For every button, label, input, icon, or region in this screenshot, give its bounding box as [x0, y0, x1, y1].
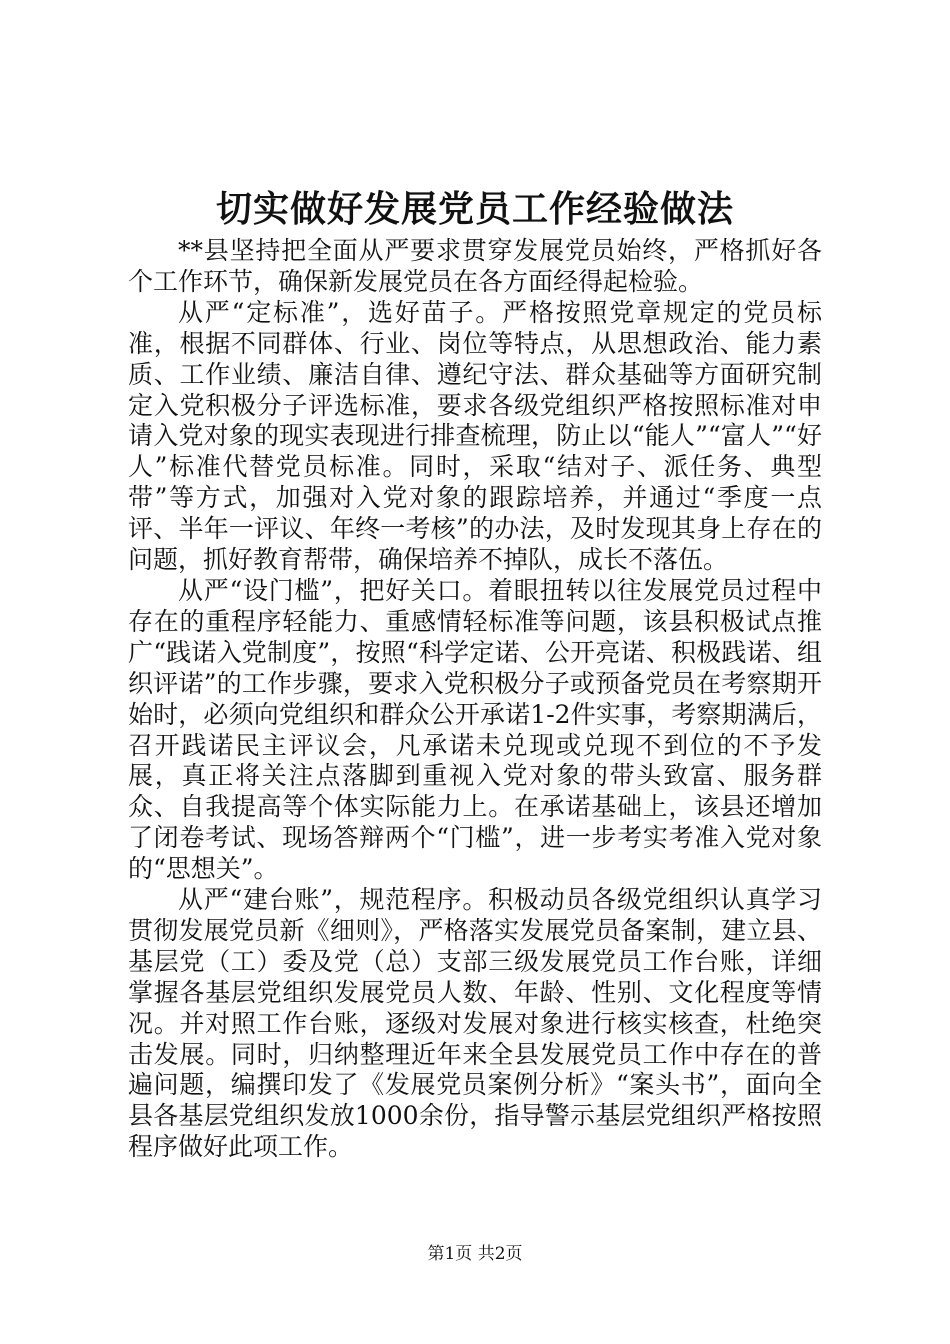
document-body: [128, 236, 822, 1163]
document-title: 切实做好发展党员工作经验做法: [215, 188, 734, 230]
paragraph-standards: 从严“定标准”，选好苗子。严格按照党章规定的党员标准，根据不同群体、行业、岗位等特点，从思想政治、能力素质、工作业绩、廉洁自律、遵纪守法、群众基础等方面研究制定入党积极分子评选标准，要求各级党组织严格按照标准对申请入党对象的现实表现进行排查梳理，防止以“能人”“富人”“好人”标准代替党员标准。同时，采取“结对子、派任务、典型带”等方式，加强对入党对象的跟踪培养，并通过“季度一点评、半年一评议、年终一考核”的办法，及时发现其身上存在的问题，抓好教育帮带，确保培养不掉队，成长不落伍。: [128, 297, 822, 575]
paragraph-threshold: 从严“设门槛”，把好关口。着眼扭转以往发展党员过程中存在的重程序轻能力、重感情轻标准等问题，该县积极试点推广“践诺入党制度”，按照“科学定诺、公开亮诺、积极践诺、组织评诺”的工作步骤，要求入党积极分子或预备党员在考察期开始时，必须向党组织和群众公开承诺1-2件实事，考察期满后，召开践诺民主评议会，凡承诺未兑现或兑现不到位的不予发展，真正将关注点落脚到重视入党对象的带头致富、服务群众、自我提高等个体实际能力上。在承诺基础上，该县还增加了闭卷考试、现场答辩两个“门槛”，进一步考实考准入党对象的“思想关”。: [128, 575, 822, 884]
page-number-footer: 第1页 共2页: [427, 1244, 523, 1264]
paragraph-intro: **县坚持把全面从严要求贯穿发展党员始终，严格抓好各个工作环节，确保新发展党员在各方面经得起检验。: [128, 236, 822, 296]
paragraph-ledger: 从严“建台账”，规范程序。积极动员各级党组织认真学习贯彻发展党员新《细则》，严格落实发展党员备案制，建立县、基层党（工）委及党（总）支部三级发展党员工作台账，详细掌握各基层党组织发展党员人数、年龄、性别、文化程度等情况。并对照工作台账，逐级对发展对象进行核实核查，杜绝突击发展。同时，归纳整理近年来全县发展党员工作中存在的普遍问题，编撰印发了《发展党员案例分析》“案头书”，面向全县各基层党组织发放1000余份，指导警示基层党组织严格按照程序做好此项工作。: [128, 885, 822, 1162]
